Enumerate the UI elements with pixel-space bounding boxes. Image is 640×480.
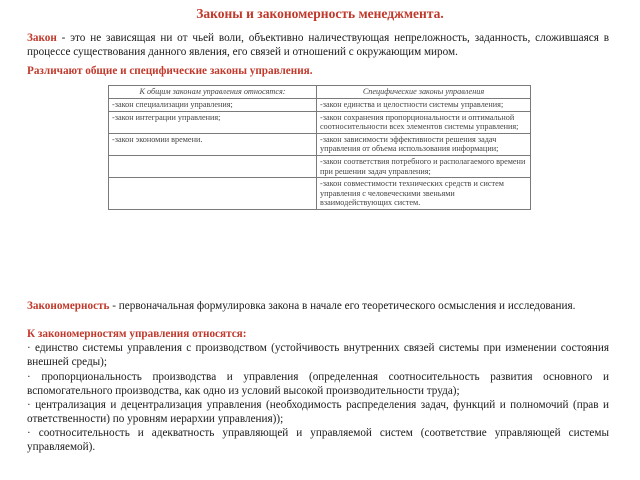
table-row	[109, 155, 531, 177]
patterns-intro: К закономерностям управления относятся:	[27, 328, 247, 340]
law-term: Закон	[27, 32, 57, 44]
header-specific-laws: Специфические законы управления	[317, 86, 531, 99]
table-cell: -закон интеграции управления;	[109, 111, 317, 133]
table-cell	[109, 178, 317, 210]
pattern-definition	[27, 299, 609, 313]
laws-table-header	[109, 86, 531, 99]
laws-intro: Различают общие и специфические законы управления.	[27, 65, 313, 77]
header-general-laws: К общим законам управления относятся:	[109, 86, 317, 99]
laws-table	[108, 85, 531, 210]
slide-title: Законы и закономерность менеджмента.	[196, 6, 444, 21]
table-cell	[109, 155, 317, 177]
table-row	[109, 178, 531, 210]
table-row	[109, 111, 531, 133]
table-cell: -закон специализации управления;	[109, 99, 317, 112]
table-cell: -закон зависимости эффективности решения задач управления от объема использования информации;	[317, 133, 531, 155]
list-item: · централизация и децентрализация управления (необходимость распределения задач, функций и полномочий (прав и ответственности) по уровням иерархии управления));	[27, 399, 609, 425]
table-cell: -закон экономии времени.	[109, 133, 317, 155]
pattern-definition-text: - первоначальная формулировка закона в начале его теоретического осмысления и исследования.	[109, 300, 576, 312]
pattern-term: Закономерность	[27, 300, 110, 312]
table-cell: -закон единства и целостности системы управления;	[317, 99, 531, 112]
table-row	[109, 133, 531, 155]
table-row	[109, 99, 531, 112]
table-cell: -закон сохранения пропорциональности и оптимальной соотносительности всех элементов системы управления;	[317, 111, 531, 133]
list-item: · единство системы управления с производством (устойчивость внутренних связей системы при изменении состояния внешней среды);	[27, 342, 609, 368]
law-definition-text: - это не зависящая ни от чьей воли, объективно наличествующая непреложность, заданность, сложившаяся в процессе существования данного явления, его связей и отношений с окружающим миром.	[27, 32, 609, 58]
list-item: · пропорциональность производства и управления (определенная соотносительность развития основного и вспомогательного производства, как одно из условий высокой производительности труда);	[27, 371, 609, 397]
table-cell: -закон совместимости технических средств и систем управления с человеческими звеньями взаимодействующих систем.	[317, 178, 531, 210]
law-definition	[27, 31, 609, 59]
list-item: · соотносительность и адекватность управляющей и управляемой систем (соответствие управляющей системы управляемой).	[27, 427, 609, 453]
table-cell: -закон соответствия потребного и располагаемого времени при решении задач управления;	[317, 155, 531, 177]
